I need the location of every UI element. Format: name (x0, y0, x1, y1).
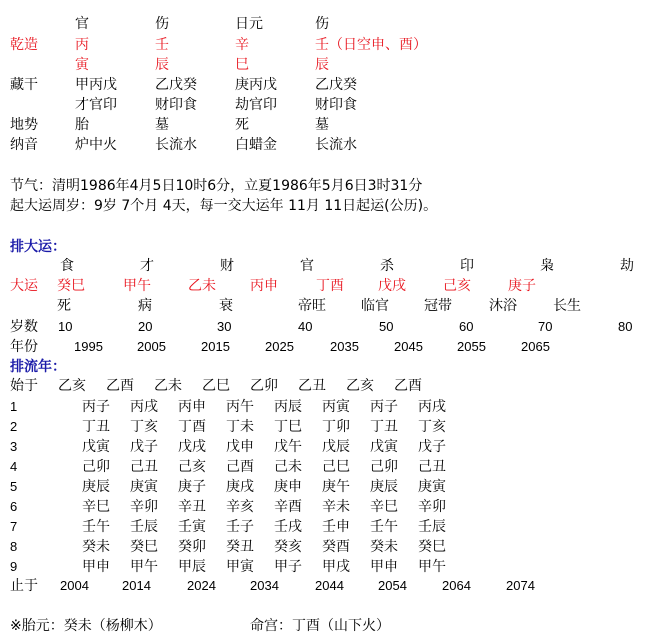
liunian-pillar: 庚午 (322, 479, 350, 495)
dayun-label: 大运 (10, 278, 38, 294)
heavenly-stem: 壬 (155, 37, 169, 53)
earthly-branch: 巳 (235, 57, 249, 73)
liunian-start-pillar: 乙酉 (106, 378, 134, 394)
liunian-pillar: 戊寅 (370, 439, 398, 455)
dayun-age: 80 (618, 319, 633, 334)
qianzao-label: 乾造 (10, 37, 38, 53)
liunian-pillar: 辛丑 (178, 499, 206, 515)
liunian-start-pillar: 乙巳 (202, 378, 230, 394)
liunian-pillar: 庚寅 (130, 479, 158, 495)
dayun-age: 30 (217, 319, 232, 334)
liunian-pillar: 甲子 (274, 559, 302, 575)
liunian-end-year: 2044 (315, 578, 344, 593)
dayun-pillar: 庚子 (508, 278, 536, 294)
dayun-age: 50 (379, 319, 394, 334)
liunian-pillar: 戊午 (274, 439, 302, 455)
liunian-pillar: 丁巳 (274, 419, 302, 435)
ten-god-header: 伤 (155, 16, 169, 32)
dayun-stage: 沐浴 (489, 298, 517, 314)
liunian-pillar: 癸亥 (274, 539, 302, 555)
liunian-pillar: 壬寅 (178, 519, 206, 535)
dayun-ten-god: 财 (220, 258, 234, 274)
dayun-ten-god: 印 (460, 258, 474, 274)
liunian-pillar: 壬午 (370, 519, 398, 535)
liunian-pillar: 壬午 (82, 519, 110, 535)
dayun-year: 2055 (457, 339, 486, 354)
liunian-pillar: 癸未 (370, 539, 398, 555)
minggong-line: 命宫：丁酉（山下火） (250, 618, 390, 634)
nayin-element: 长流水 (155, 137, 197, 153)
liunian-pillar: 庚寅 (418, 479, 446, 495)
liunian-pillar: 丁卯 (322, 419, 350, 435)
heavenly-stem: 辛 (235, 37, 249, 53)
growth-stage: 墓 (155, 117, 169, 133)
liunian-pillar: 戊子 (130, 439, 158, 455)
dayun-stage: 临官 (361, 298, 389, 314)
liunian-pillar: 己酉 (226, 459, 254, 475)
liunian-end-year: 2004 (60, 578, 89, 593)
dayun-age: 10 (58, 319, 73, 334)
dayun-year: 2025 (265, 339, 294, 354)
dayun-pillar: 乙未 (188, 278, 216, 294)
dayun-ten-god: 杀 (380, 258, 394, 274)
liunian-pillar: 甲午 (130, 559, 158, 575)
nayin-label: 纳音 (10, 137, 38, 153)
liunian-pillar: 己丑 (130, 459, 158, 475)
dayun-stage: 衰 (219, 298, 233, 314)
liunian-row-index: 4 (10, 459, 18, 474)
liunian-pillar: 庚戌 (226, 479, 254, 495)
nayin-element: 炉中火 (75, 137, 117, 153)
liunian-end-year: 2024 (187, 578, 216, 593)
liunian-row-index: 5 (10, 479, 18, 494)
liunian-pillar: 庚辰 (370, 479, 398, 495)
liunian-end-year: 2034 (250, 578, 279, 593)
hidden-stems: 甲丙戊 (75, 77, 117, 93)
liunian-row-index: 8 (10, 539, 18, 554)
dayun-year: 1995 (74, 339, 103, 354)
earthly-branch: 辰 (155, 57, 169, 73)
taiyuan-line: ※胎元：癸未（杨柳木） (10, 618, 162, 634)
hidden-stems: 乙戊癸 (155, 77, 197, 93)
dayun-pillar: 丁酉 (316, 278, 344, 294)
dayun-age: 20 (138, 319, 153, 334)
dayun-year: 2005 (137, 339, 166, 354)
end-label: 止于 (10, 578, 38, 594)
liunian-pillar: 辛酉 (274, 499, 302, 515)
dayun-year: 2065 (521, 339, 550, 354)
liunian-pillar: 丙戌 (418, 399, 446, 415)
liunian-pillar: 辛巳 (370, 499, 398, 515)
dayun-ten-god: 才 (140, 258, 154, 274)
earthly-branch: 辰 (315, 57, 329, 73)
liunian-pillar: 戊子 (418, 439, 446, 455)
dayun-pillar: 丙申 (250, 278, 278, 294)
hidden-stem-gods: 财印食 (155, 97, 197, 113)
earthly-branch: 寅 (75, 57, 89, 73)
growth-stage: 死 (235, 117, 249, 133)
liunian-pillar: 辛卯 (418, 499, 446, 515)
dayun-pillar: 癸巳 (57, 278, 85, 294)
ten-god-header: 日元 (235, 16, 263, 32)
liunian-pillar: 丙子 (82, 399, 110, 415)
dayun-pillar: 己亥 (443, 278, 471, 294)
hidden-stems: 乙戊癸 (315, 77, 357, 93)
dayun-year: 2015 (201, 339, 230, 354)
liunian-row-index: 1 (10, 399, 18, 414)
heavenly-stem: 壬（日空申、酉） (315, 37, 427, 53)
dishi-label: 地势 (10, 117, 38, 133)
liunian-pillar: 庚申 (274, 479, 302, 495)
dayun-stage: 病 (138, 298, 152, 314)
liunian-row-index: 2 (10, 419, 18, 434)
dayun-ten-god: 官 (300, 258, 314, 274)
dayun-stage: 帝旺 (298, 298, 326, 314)
start-label: 始于 (10, 378, 38, 394)
liunian-pillar: 丙午 (226, 399, 254, 415)
dayun-ten-god: 食 (60, 258, 74, 274)
liunian-title: 排流年： (10, 359, 66, 375)
liunian-pillar: 丁丑 (370, 419, 398, 435)
liunian-pillar: 壬辰 (418, 519, 446, 535)
liunian-pillar: 甲申 (82, 559, 110, 575)
age-label: 岁数 (10, 319, 38, 335)
ten-god-header: 官 (75, 16, 89, 32)
liunian-pillar: 丁丑 (82, 419, 110, 435)
dayun-stage: 死 (57, 298, 71, 314)
canggan-label: 藏干 (10, 77, 38, 93)
heavenly-stem: 丙 (75, 37, 89, 53)
liunian-pillar: 丁亥 (418, 419, 446, 435)
liunian-pillar: 辛巳 (82, 499, 110, 515)
dayun-pillar: 甲午 (123, 278, 151, 294)
nayin-element: 白蜡金 (235, 137, 277, 153)
dayun-age: 40 (298, 319, 313, 334)
qiyun-line: 起大运周岁：9岁 7个月 4天，每一交大运年 11月 11日起运(公历)。 (10, 198, 438, 214)
liunian-pillar: 壬戌 (274, 519, 302, 535)
year-label: 年份 (10, 339, 38, 355)
liunian-pillar: 戊寅 (82, 439, 110, 455)
liunian-pillar: 辛亥 (226, 499, 254, 515)
liunian-start-pillar: 乙未 (154, 378, 182, 394)
liunian-pillar: 丁亥 (130, 419, 158, 435)
liunian-start-pillar: 乙酉 (394, 378, 422, 394)
liunian-pillar: 甲申 (370, 559, 398, 575)
liunian-row-index: 3 (10, 439, 18, 454)
liunian-pillar: 辛卯 (130, 499, 158, 515)
liunian-pillar: 甲戌 (322, 559, 350, 575)
liunian-start-pillar: 乙丑 (298, 378, 326, 394)
liunian-pillar: 己未 (274, 459, 302, 475)
liunian-pillar: 甲午 (418, 559, 446, 575)
liunian-pillar: 己亥 (178, 459, 206, 475)
liunian-row-index: 7 (10, 519, 18, 534)
liunian-start-pillar: 乙亥 (58, 378, 86, 394)
liunian-start-pillar: 乙卯 (250, 378, 278, 394)
liunian-pillar: 丁未 (226, 419, 254, 435)
liunian-end-year: 2064 (442, 578, 471, 593)
dayun-stage: 长生 (553, 298, 581, 314)
nayin-element: 长流水 (315, 137, 357, 153)
liunian-pillar: 己卯 (370, 459, 398, 475)
liunian-pillar: 己丑 (418, 459, 446, 475)
liunian-pillar: 丙寅 (322, 399, 350, 415)
hidden-stem-gods: 劫官印 (235, 97, 277, 113)
dayun-pillar: 戊戌 (378, 278, 406, 294)
liunian-end-year: 2074 (506, 578, 535, 593)
liunian-pillar: 癸丑 (226, 539, 254, 555)
ten-god-header: 伤 (315, 16, 329, 32)
dayun-age: 60 (459, 319, 474, 334)
liunian-pillar: 戊申 (226, 439, 254, 455)
liunian-pillar: 丙申 (178, 399, 206, 415)
dayun-year: 2035 (330, 339, 359, 354)
liunian-pillar: 癸巳 (130, 539, 158, 555)
dayun-stage: 冠带 (424, 298, 452, 314)
liunian-end-year: 2014 (122, 578, 151, 593)
dayun-title: 排大运： (10, 239, 66, 255)
dayun-age: 70 (538, 319, 553, 334)
dayun-ten-god: 劫 (620, 258, 634, 274)
liunian-pillar: 丙戌 (130, 399, 158, 415)
liunian-row-index: 6 (10, 499, 18, 514)
hidden-stem-gods: 财印食 (315, 97, 357, 113)
liunian-pillar: 癸酉 (322, 539, 350, 555)
liunian-pillar: 癸巳 (418, 539, 446, 555)
liunian-end-year: 2054 (378, 578, 407, 593)
liunian-pillar: 丙辰 (274, 399, 302, 415)
jieqi-line: 节气：清明1986年4月5日10时6分，立夏1986年5月6日3时31分 (10, 178, 423, 194)
liunian-pillar: 己巳 (322, 459, 350, 475)
liunian-pillar: 己卯 (82, 459, 110, 475)
liunian-pillar: 戊戌 (178, 439, 206, 455)
growth-stage: 墓 (315, 117, 329, 133)
dayun-year: 2045 (394, 339, 423, 354)
liunian-pillar: 庚辰 (82, 479, 110, 495)
liunian-pillar: 壬子 (226, 519, 254, 535)
liunian-pillar: 甲寅 (226, 559, 254, 575)
liunian-pillar: 癸卯 (178, 539, 206, 555)
liunian-start-pillar: 乙亥 (346, 378, 374, 394)
liunian-row-index: 9 (10, 559, 18, 574)
liunian-pillar: 丙子 (370, 399, 398, 415)
hidden-stems: 庚丙戊 (235, 77, 277, 93)
liunian-pillar: 癸未 (82, 539, 110, 555)
growth-stage: 胎 (75, 117, 89, 133)
liunian-pillar: 壬申 (322, 519, 350, 535)
dayun-ten-god: 枭 (540, 258, 554, 274)
liunian-pillar: 辛未 (322, 499, 350, 515)
liunian-pillar: 甲辰 (178, 559, 206, 575)
hidden-stem-gods: 才官印 (75, 97, 117, 113)
liunian-pillar: 戊辰 (322, 439, 350, 455)
liunian-pillar: 壬辰 (130, 519, 158, 535)
liunian-pillar: 丁酉 (178, 419, 206, 435)
liunian-pillar: 庚子 (178, 479, 206, 495)
